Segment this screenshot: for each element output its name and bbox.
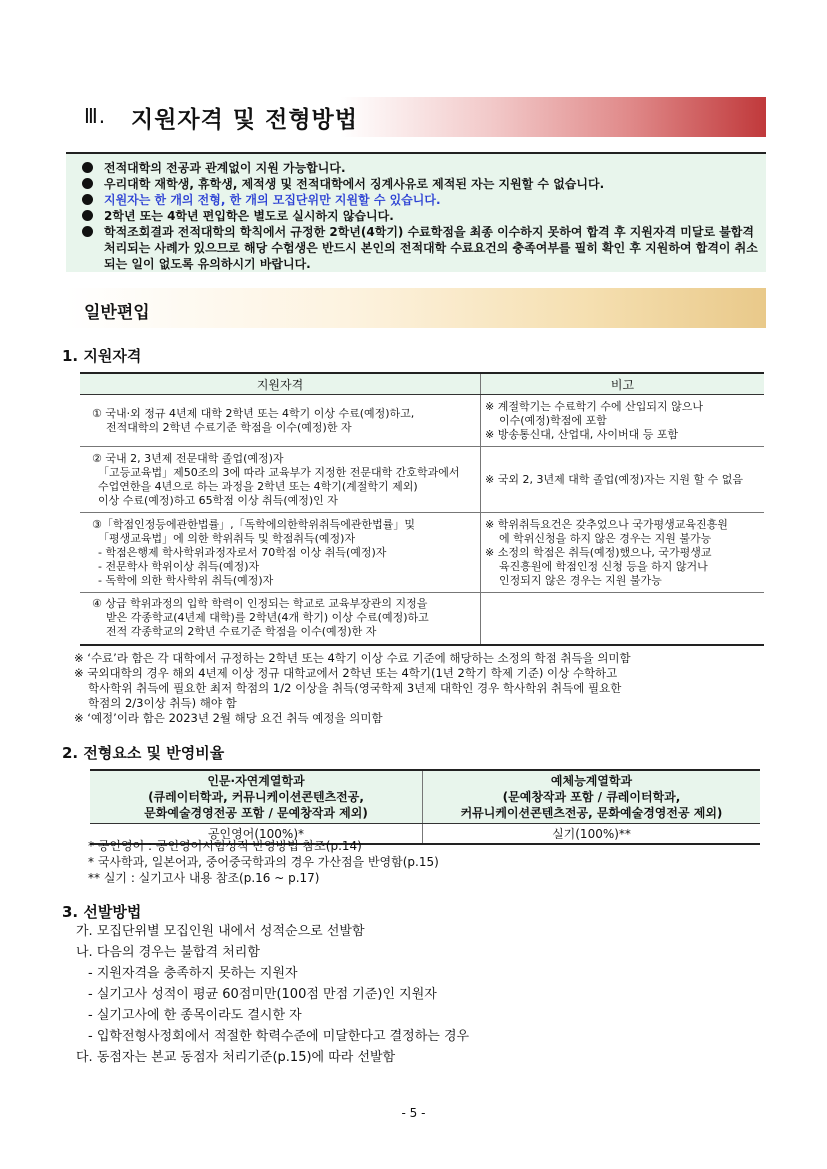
qualification-notes [74, 651, 774, 726]
qualification-cell: ③「학점인정등에관한법률」,「독학에의한학위취득에관한법률」및 「평생교육법」에 의한 학위취득 및 학점취득(예정)자 - 학점은행제 학사학위과정자로서 70학점 이상 취득(예정)자 - 전문학사 학위이상 취득(예정)자 - 독학에 의한 학사학위 취득(예정)자 [80, 513, 481, 593]
list-item: 나. 다음의 경우는 불합격 처리함 [76, 945, 260, 960]
qualification-cell: ④ 상급 학위과정의 입학 학력이 인정되는 학교로 교육부장관의 지정을 받은 각종학교(4년제 대학)를 2학년(4개 학기) 이상 수료(예정)하고 전적 각종학교의 2학년 수료기준 학점을 이수(예정)한 자 [80, 593, 481, 645]
table-row [80, 447, 764, 513]
note-line: ※ ‘예정’이라 함은 2023년 2월 해당 요건 취득 예정을 의미함 [74, 711, 383, 725]
remark-cell: ※ 학위취득요건은 갖추었으나 국가평생교육진흥원 에 학위신청을 하지 않은 경우는 지원 불가능 ※ 소정의 학점은 취득(예정)했으나, 국가평생교 육진흥원에 학점인정 신청 등을 하지 않거나 인정되지 않은 경우는 지원 불가능 [481, 513, 765, 593]
qualification-heading: 1. 지원자격 [62, 347, 142, 365]
ratio-value: 공인영어(100%)* [90, 824, 423, 845]
column-header: 예체능계열학과 (문예창작과 포함 / 큐레이터학과, 커뮤니케이션콘텐츠전공, 문화예술경영전공 제외) [423, 770, 761, 824]
list-item: - 입학전형사정회에서 적절한 학력수준에 미달한다고 결정하는 경우 [88, 1029, 470, 1044]
list-item: 가. 모집단위별 모집인원 내에서 성적순으로 선발함 [76, 924, 365, 939]
note-line: ** 실기 : 실기고사 내용 참조(p.16 ~ p.17) [88, 871, 320, 885]
qualification-cell: ① 국내·외 정규 4년제 대학 2학년 또는 4학기 이상 수료(예정)하고, 전적대학의 2학년 수료기준 학점을 이수(예정)한 자 [80, 395, 481, 447]
notice-item: 학적조회결과 전적대학의 학칙에서 규정한 2학년(4학기) 수료학점을 최종 이수하지 못하여 합격 후 지원자격 미달로 불합격 처리되는 사례가 있으므로 해당 수험생은 반드시 본인의 전적대학 수료요건의 충족여부를 필히 확인 후 지원하여 합격이 취소되는 일이 없도록 유의하시기 바랍니다. [82, 224, 766, 272]
section-header-bar [66, 288, 766, 328]
list-item: - 실기고사에 한 종목이라도 결시한 자 [88, 1008, 302, 1023]
table-row [80, 513, 764, 593]
note-line: * 공인영어 : 공인영어시험성적 반영방법 참조(p.14) [88, 839, 362, 853]
notice-item-highlight: 지원자는 한 개의 전형, 한 개의 모집단위만 지원할 수 있습니다. [82, 192, 766, 208]
note-line: ※ 국외대학의 경우 해외 4년제 이상 정규 대학교에서 2학년 또는 4학기(1년 2학기 학제 기준) 이상 수학하고 [74, 666, 618, 680]
notice-item: 우리대학 재학생, 휴학생, 제적생 및 전적대학에서 징계사유로 제적된 자는 지원할 수 없습니다. [82, 176, 766, 192]
bullet-icon [82, 178, 93, 189]
list-item: 다. 동점자는 본교 동점자 처리기준(p.15)에 따라 선발함 [76, 1050, 396, 1065]
notice-item: 전적대학의 전공과 관계없이 지원 가능합니다. [82, 160, 766, 176]
list-item: - 지원자격을 충족하지 못하는 지원자 [88, 966, 298, 981]
column-header: 지원자격 [80, 373, 481, 395]
qualification-table [80, 372, 764, 646]
qualification-cell: ② 국내 2, 3년제 전문대학 졸업(예정)자 「고등교육법」제50조의 3에 따라 교육부가 지정한 전문대학 간호학과에서 수업연한을 4년으로 하는 과정을 2학년 또는 4학기(계절학기 제외) 이상 수료(예정)하고 65학점 이상 취득(예정)인 자 [80, 447, 481, 513]
chapter-title: 지원자격 및 전형방법 [131, 107, 358, 133]
column-header: 인문·자연계열학과 (큐레이터학과, 커뮤니케이션콘텐츠전공, 문화예술경영전공 포함 / 문예창작과 제외) [90, 770, 423, 824]
bullet-icon [82, 194, 93, 205]
page-number: - 5 - [401, 1106, 426, 1120]
remark-cell: ※ 국외 2, 3년제 대학 졸업(예정)자는 지원 할 수 없음 [481, 447, 765, 513]
remark-cell [481, 593, 765, 645]
bullet-icon [82, 162, 93, 173]
table-row [80, 593, 764, 645]
column-header: 비고 [481, 373, 765, 395]
ratio-table [90, 769, 760, 845]
table-row [80, 395, 764, 447]
notice-box [66, 152, 766, 272]
remark-cell: ※ 계절학기는 수료학기 수에 산입되지 않으나 이수(예정)학점에 포함 ※ 방송통신대, 산업대, 사이버대 등 포함 [481, 395, 765, 447]
chapter-number: Ⅲ. [84, 104, 107, 128]
ratio-heading: 2. 전형요소 및 반영비율 [62, 744, 225, 762]
bullet-icon [82, 210, 93, 221]
note-line: ※ ‘수료’라 함은 각 대학에서 규정하는 2학년 또는 4학기 이상 수료 기준에 해당하는 소정의 학점 취득을 의미함 [74, 651, 631, 665]
bullet-icon [82, 226, 93, 237]
note-line: * 국사학과, 일본어과, 중어중국학과의 경우 가산점을 반영함(p.15) [88, 855, 439, 869]
ratio-value: 실기(100%)** [423, 824, 761, 845]
section-title: 일반편입 [84, 303, 150, 323]
note-line: 학점의 2/3이상 취득) 해야 함 [88, 696, 237, 710]
list-item: - 실기고사 성적이 평균 60점미만(100점 만점 기준)인 지원자 [88, 987, 437, 1002]
selection-heading: 3. 선발방법 [62, 903, 142, 921]
selection-list [76, 921, 766, 1068]
notice-item: 2학년 또는 4학년 편입학은 별도로 실시하지 않습니다. [82, 208, 766, 224]
note-line: 학사학위 취득에 필요한 최저 학점의 1/2 이상을 취득(영국학제 3년제 대학인 경우 학사학위 취득에 필요한 [88, 681, 622, 695]
ratio-notes [88, 838, 439, 886]
